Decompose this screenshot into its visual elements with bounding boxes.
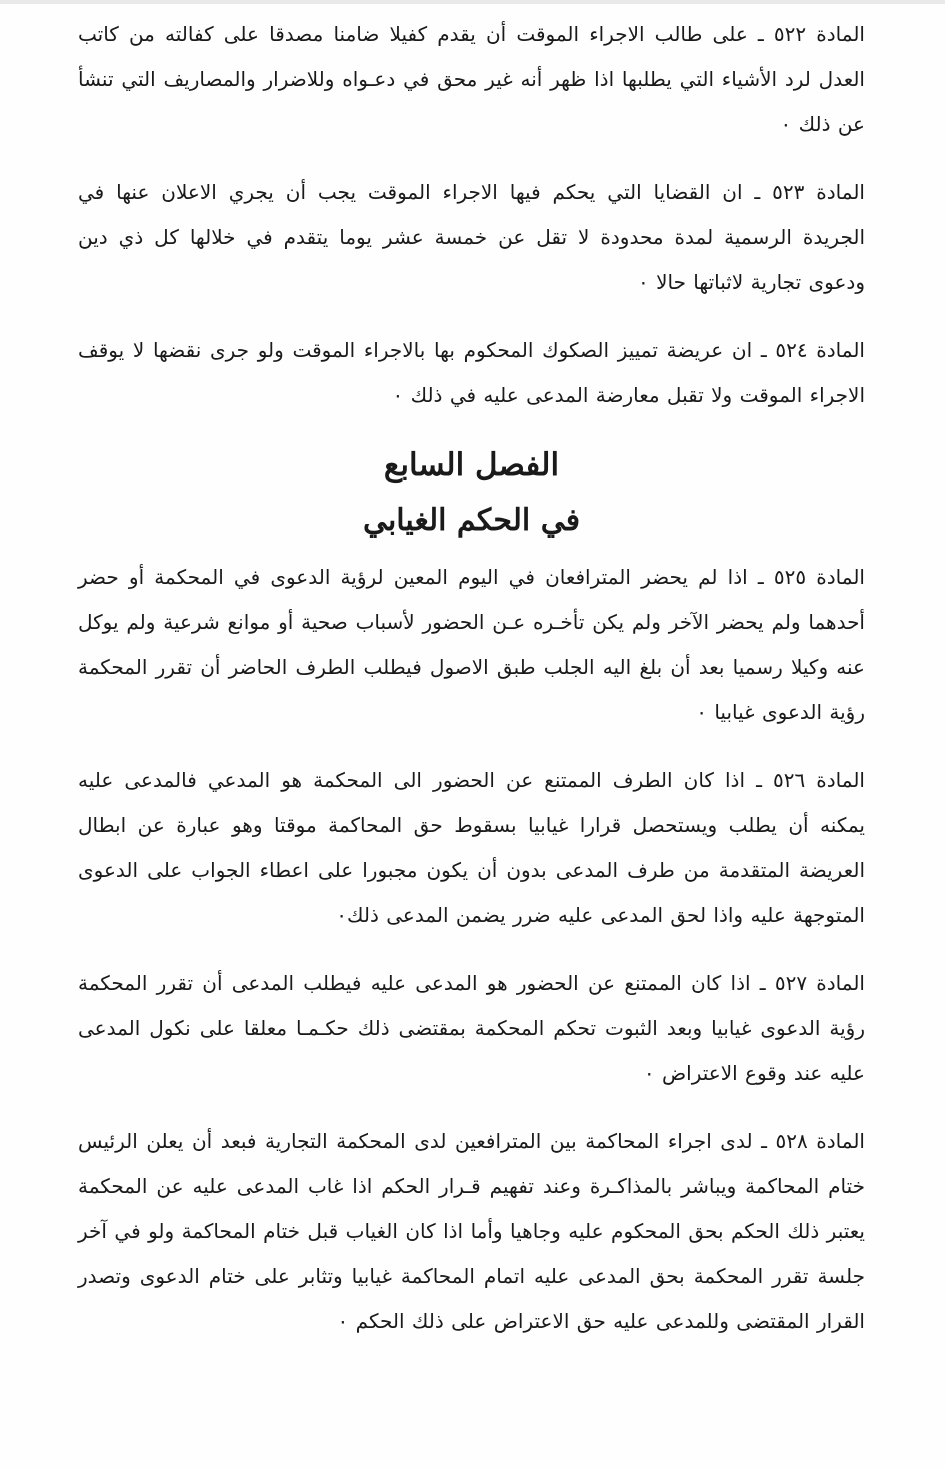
article-526: المادة ٥٢٦ ـ اذا كان الطرف الممتنع عن الحضور الى المحكمة هو المدعي فالمدعى عليه يمكنه أن يطلب ويستحصل قرارا غيابيا بسقوط حق المحاكمة موقتا وهو عبارة عن ابطال العريضة المتقدمة من طرف المدعى بدون أن يكون مجبورا على اعطاء الجواب على الدعوى المتوجهة عليه واذا لحق المدعى عليه ضرر يضمن المدعى ذلك٠ <box>78 768 865 927</box>
chapter-title: الفصل السابع <box>383 447 560 483</box>
page-top-edge <box>0 0 945 4</box>
article-527: المادة ٥٢٧ ـ اذا كان الممتنع عن الحضور هو المدعى عليه فيطلب المدعى أن تقرر المحكمة رؤية الدعوى غيابيا وبعد الثبوت تحكم المحكمة بمقتضى ذلك حكـمـا معلقا على نكول المدعى عليه عند وقوع الاعتراض ٠ <box>78 971 865 1085</box>
chapter-subtitle: في الحكم الغيابي <box>362 503 581 538</box>
document-page <box>78 12 865 1367</box>
article-522: المادة ٥٢٢ ـ على طالب الاجراء الموقت أن يقدم كفيلا ضامنا مصدقا على كفالته من كاتب العدل لرد الأشياء التي يطلبها اذا ظهر أنه غير محق في دعـواه وللاضرار والمصاريف التي تنشأ عن ذلك ٠ <box>78 22 865 136</box>
article-525: المادة ٥٢٥ ـ اذا لم يحضر المترافعان في اليوم المعين لرؤية الدعوى في المحكمة أو حضر أحدهما ولم يحضر الآخر ولم يكن تأخـره عـن الحضور لأسباب صحية أو موانع شرعية ولم يوكل عنه وكيلا رسميا بعد أن بلغ اليه الجلب طبق الاصول فيطلب الطرف الحاضر أن تقرر المحكمة رؤية الدعوى غيابيا ٠ <box>78 565 865 724</box>
article-528: المادة ٥٢٨ ـ لدى اجراء المحاكمة بين المترافعين لدى المحكمة التجارية فبعد أن يعلن الرئيس ختام المحاكمة ويباشر بالمذاكـرة وعند تفهيم قـرار الحكم اذا غاب المدعى عليه عن المحكمة يعتبر ذلك الحكم بحق المحكوم عليه وجاهيا وأما اذا كان الغياب قبل ختام المحاكمة ولو في آخر جلسة تقرر المحكمة بحق المدعى عليه اتمام المحاكمة غيابيا وتثابر على ختام الدعوى وتصدر القرار المقتضى وللمدعى عليه حق الاعتراض على ذلك الحكم ٠ <box>78 1129 865 1333</box>
article-523: المادة ٥٢٣ ـ ان القضايا التي يحكم فيها الاجراء الموقت يجب أن يجري الاعلان عنها في الجريدة الرسمية لمدة محدودة لا تقل عن خمسة عشر يوما يتقدم في خلالها كل ذي دين ودعوى تجارية لاثباتها حالا ٠ <box>78 180 865 294</box>
article-524: المادة ٥٢٤ ـ ان عريضة تمييز الصكوك المحكوم بها بالاجراء الموقت ولو جرى نقضها لا يوقف الاجراء الموقت ولا تقبل معارضة المدعى عليه في ذلك ٠ <box>78 338 865 407</box>
